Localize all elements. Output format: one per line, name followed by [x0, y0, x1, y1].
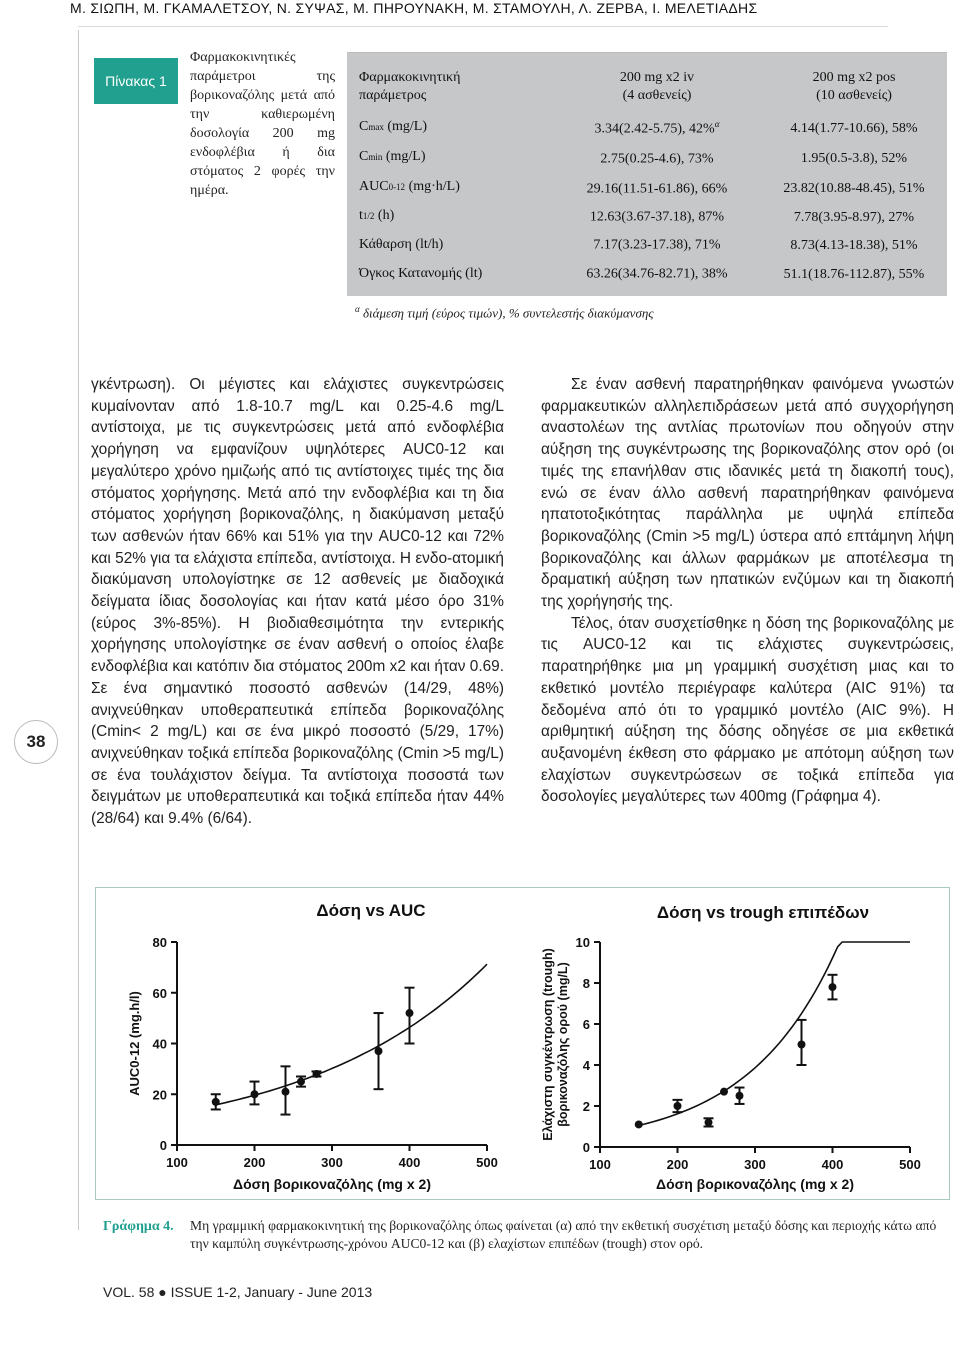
table-row-param: t1/2 (h)	[359, 208, 395, 223]
table-header-param	[359, 69, 460, 105]
figure-4-charts	[96, 888, 951, 1201]
table-header-iv-line2: (4 ασθενείς)	[622, 88, 692, 103]
fit-curve	[639, 942, 910, 1126]
table-label: Πίνακας 1	[94, 58, 178, 104]
fit-curve	[216, 964, 487, 1105]
y-tick-label: 4	[582, 1058, 590, 1073]
x-tick-label: 300	[321, 1155, 343, 1170]
table-row-param: Κάθαρση (lt/h)	[359, 237, 444, 252]
y-axis-label: AUC0-12 (mg.h/l)	[127, 991, 142, 1096]
data-point	[736, 1092, 744, 1100]
table-row-param: Cmin (mg/L)	[359, 149, 426, 164]
table-row-iv: 63.26(34.76-82.71), 38%	[586, 266, 728, 282]
y-tick-label: 6	[582, 1017, 590, 1032]
table-row-param: Cmax (mg/L)	[359, 119, 427, 134]
table-row-pos: 51.1(18.76-112.87), 55%	[783, 267, 925, 282]
table-row-pos: 4.14(1.77-10.66), 58%	[790, 121, 918, 136]
data-point	[313, 1070, 321, 1078]
table-row-pos: 23.82(10.88-48.45), 51%	[783, 181, 925, 196]
page-number: 38	[14, 720, 58, 764]
body-column-left	[91, 374, 504, 830]
table-row-iv: 2.75(0.25-4.6), 73%	[600, 151, 714, 167]
data-point	[282, 1088, 290, 1096]
x-axis-label: Δόση βορικοναζόλης (mg x 2)	[233, 1176, 431, 1192]
x-tick-label: 500	[899, 1157, 921, 1172]
x-tick-label: 200	[243, 1155, 266, 1170]
figure-4	[95, 887, 950, 1200]
data-point	[297, 1078, 305, 1086]
table-header-param-line2: παράμετρος	[359, 88, 427, 103]
table-row-pos: 1.95(0.5-3.8), 52%	[800, 151, 908, 166]
y-axis-label: Ελάχιστη συγκέντρωση (trough)βορικοναζόλης ορού (mg/L)	[541, 948, 570, 1141]
table-caption: Φαρμακοκινητικές παράμετροι της βορικοναζόλης μετά από την καθιερωμένη δοσολογία 200 mg ενδοφλέβια ή δια στόματος 2 φορές την ημέρα.	[190, 50, 335, 198]
y-tick-label: 0	[159, 1138, 167, 1153]
figure-caption: Μη γραμμική φαρμακοκινητική της βορικοναζόλης όπως φαίνεται (α) από την εκθετική συσχέτιση μεταξύ δόσης και περιοχής κάτω από την καμπύλη συγκέντρωσης-χρόνου AUC0-12 και (β) ελαχίστων επιπέδων (trough) στον ορό.	[190, 1218, 937, 1251]
table-row-pos: 8.73(4.13-18.38), 51%	[790, 238, 918, 253]
running-header-authors: Μ. ΣΙΩΠΗ, Μ. ΓΚΑΜΑΛΕΤΣΟΥ, Ν. ΣΥΨΑΣ, Μ. ΠΗΡΟΥΝΑΚΗ, Μ. ΣΤΑΜΟΥΛΗ, Λ. ΖΕΡΒΑ, Ι. ΜΕΛΕΤΙΑΔΗΣ	[70, 0, 758, 16]
x-axis-label: Δόση βορικοναζόλης (mg x 2)	[656, 1176, 854, 1192]
y-tick-label: 0	[582, 1140, 590, 1155]
x-tick-label: 500	[476, 1155, 498, 1170]
data-point	[375, 1047, 383, 1055]
table-header-pos-line2: (10 ασθενείς)	[816, 88, 892, 103]
data-point	[635, 1120, 643, 1128]
table-row-iv: 3.34(2.42-5.75), 42%$^\alpha$	[594, 119, 720, 137]
x-tick-label: 100	[166, 1155, 188, 1170]
y-tick-label: 40	[152, 1036, 167, 1052]
paragraph: Τέλος, όταν συσχετίσθηκε η δόση της βορικοναζόλης με τις AUC0-12 και τις ελάχιστες συγκεντρώσεις, παρατηρήθηκε μια μη γραμμική συσχέτιση μιας και το εκθετικό μοντέλο περιέγραφε καλύτερα (AIC 91%) τα δεδομένα από ότι το γραμμικό μοντέλο (AIC 9%). Η αριθμητική αύξηση της δόσης οδηγέσε σε μια εκθετικά αυξανομένη έκθεση στο φάρμακο με απότομη αύξηση των ελαχίστων συγκεντρώσεων σε τοξικά επίπεδα για δοσολογίες μεγαλύτερες των 400mg (Γράφημα 4).	[541, 614, 954, 806]
y-tick-label: 10	[575, 935, 590, 950]
chart-title: Δόση vs AUC	[316, 901, 426, 920]
body-column-right	[541, 374, 954, 808]
data-point	[406, 1009, 414, 1017]
x-tick-label: 300	[744, 1157, 766, 1172]
data-point	[798, 1041, 806, 1049]
table-header-iv	[572, 69, 742, 105]
x-tick-label: 100	[589, 1157, 611, 1172]
data-point	[829, 983, 837, 991]
table-row-param: AUC0-12 (mg·h/L)	[359, 179, 460, 194]
footer-issue: VOL. 58 ● ISSUE 1-2, January - June 2013	[103, 1284, 373, 1300]
y-tick-label: 60	[152, 985, 167, 1001]
table-row-iv: 12.63(3.67-37.18), 87%	[589, 209, 725, 225]
x-tick-label: 400	[821, 1157, 844, 1172]
y-tick-label: 80	[152, 935, 167, 950]
table-header-iv-line1: 200 mg x2 iv	[619, 70, 695, 85]
data-point	[674, 1102, 682, 1110]
table-header-param-line1: Φαρμακοκινητική	[359, 70, 461, 85]
chart-title: Δόση vs trough επιπέδων	[656, 903, 870, 922]
x-tick-label: 400	[398, 1155, 421, 1170]
paragraph: Σε έναν ασθενή παρατηρήθηκαν φαινόμενα γνωστών φαρμακευτικών αλληλεπιδράσεων μετά από συγχορήγηση αναστολέων της αντλίας πρωτονίων που οδηγούν στην αύξηση της συγκέντρωσης της βορικοναζόλης στον ορό (οι τιμές της επανήλθαν στις ιδανικές μετά τη διακοπή τους), ενώ σε έναν άλλο ασθενή παρατηρήθηκαν φαινόμενα ηπατοτοξικότητας παράλληλα με υψηλά επίπεδα βορικοναζόλης (Cmin >5 mg/L) ύστερα από επτάμηνη λήψη βορικοναζόλης και άλλων φαρμάκων με αποτέλεσμα τη δραματική αύξηση των ηπατικών ενζύμων και τη διακοπή της χορήγησής της.	[541, 376, 954, 611]
y-tick-label: 20	[152, 1087, 167, 1103]
data-point	[705, 1118, 713, 1126]
margin-rule	[78, 30, 79, 1230]
data-point	[720, 1088, 728, 1096]
table-header-pos-line1: 200 mg x2 pos	[812, 70, 896, 85]
pk-parameters-table	[347, 52, 947, 296]
table-row-iv: 7.17(3.23-17.38), 71%	[593, 237, 721, 253]
table-row-iv: 29.16(11.51-61.86), 66%	[586, 181, 728, 197]
data-point	[212, 1098, 220, 1106]
data-point	[251, 1090, 259, 1098]
table-header-pos	[759, 69, 949, 105]
y-tick-label: 8	[582, 976, 590, 991]
table-row-param: Όγκος Κατανομής (lt)	[359, 266, 483, 281]
table-row-pos: 7.78(3.95-8.97), 27%	[793, 210, 915, 225]
header-rule	[78, 26, 888, 27]
table-footnote: $^\alpha$ διάμεση τιμή (εύρος τιμών), % συντελεστής διακύμανσης	[355, 304, 654, 321]
paragraph: γκέντρωση). Οι μέγιστες και ελάχιστες συγκεντρώσεις κυμαίνονταν από 1.8-10.7 mg/L και 0.25-4.6 mg/L αντίστοιχα, με τις συγκεντρώσεις μετά από ενδοφλέβια χορήγηση να εμφανίζουν υψηλότερες AUC0-12 και μεγαλύτερο χρόνο ημιζωής από τις αντίστοιχες τιμές της δια στόματος χορήγησης. Μετά από την ενδοφλέβια και τη δια στόματος χορήγηση βορικοναζόλης, η διακύμανση μεταξύ των ασθενών ήταν 66% και 51% για την AUC0-12 και 72% και 52% για τα ελάχιστα επίπεδα, αντίστοιχα. Η ενδο-ατομική διακύμανση υπολογίστηκε σε 12 ασθενείς με διαδοχικά δείγματα ίδιας δοσολογίας και ήταν κατά μέσο όρο 31% (εύρος 3%-85%). Η βιοδιαθεσιμότητα την εντερικής χορήγησης υπολογίστηκε σε έναν ασθενή ο οποίος έλαβε ενδοφλέβια και κατόπιν δια στόματος 200m x2 και ήταν 0.69. Σε ένα σημαντικό ποσοστό ασθενών (14/29, 48%) ανιχνεύθηκαν υποθεραπευτικά επίπεδα βορικοναζόλης (Cmin< 2 mg/L) και σε ένα μικρό ποσοστό (5/29, 17%) ανιχνεύθηκαν τοξικά επίπεδα βορικοναζόλης (Cmin >5 mg/L) σε ένα τουλάχιστον δείγμα. Τα αντίστοιχα ποσοστά των δειγμάτων με υποθεραπευτικά και τοξικά επίπεδα ήταν 44% (28/64) και 9.4% (6/64).	[91, 376, 504, 828]
figure-label: Γράφημα 4.	[103, 1219, 174, 1234]
x-tick-label: 200	[666, 1157, 689, 1172]
y-tick-label: 2	[582, 1099, 590, 1114]
